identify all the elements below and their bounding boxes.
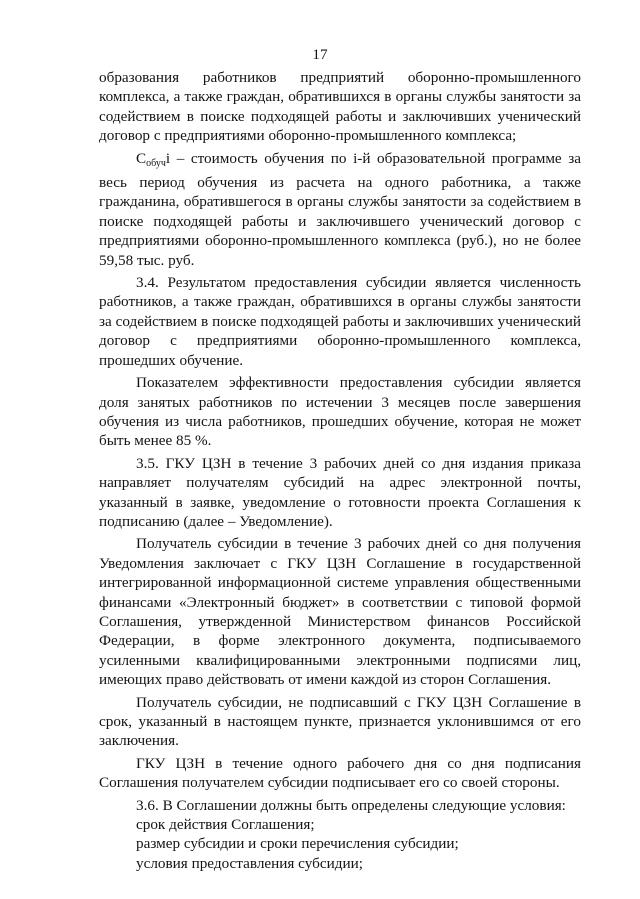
cost-symbol-subscript: обуч	[146, 157, 166, 169]
document-body	[99, 68, 581, 873]
cost-definition-text: – стоимость обучения по i-й образовательной программе за весь период обучения из расчета на одного работника, а также гражданина, обратившегося в органы службы занятости за содействием в поиске подходящей работы и заключившего ученический договор с предприятиями оборонно-промышленного комплекса (руб.), но не более 59,58 тыс. руб.	[99, 149, 581, 269]
paragraph-agreement-conclusion: Получатель субсидии в течение 3 рабочих дней со дня получения Уведомления заключает с ГКУ ЦЗН Соглашение в государственной интегрированной информационной системе управления общественными финансами «Электронный бюджет» в соответствии с типовой формой Соглашения, утвержденной Министерством финансов Российской Федерации, в форме электронного документа, подписываемого усиленными квалифицированными электронными подписями лиц, имеющих право действовать от имени каждой из сторон Соглашения.	[99, 535, 581, 689]
paragraph-education-continuation: образования работников предприятий оборонно-промышленного комплекса, а также граждан, обратившихся в органы службы занятости за содействием в поиске подходящей работы и заключивших ученический договор с предприятиями оборонно-промышленного комплекса;	[99, 69, 581, 145]
paragraph-3-4-result: 3.4. Результатом предоставления субсидии является численность работников, а также граждан, обратившихся в органы службы занятости за содействием в поиске подходящей работы и заключивших ученический договор с предприятиями оборонно-промышленного комплекса, прошедших обучение.	[99, 274, 581, 369]
cost-symbol: С	[136, 149, 147, 167]
paragraph-3-6-conditions: 3.6. В Соглашении должны быть определены следующие условия:	[136, 796, 566, 814]
list-item-conditions: условия предоставления субсидии;	[136, 854, 363, 872]
list-item-size: размер субсидии и сроки перечисления субсидии;	[136, 835, 459, 853]
list-item-term: срок действия Соглашения;	[136, 816, 315, 834]
paragraph-signing: ГКУ ЦЗН в течение одного рабочего дня со дня подписания Соглашения получателем субсидии подписывает его со своей стороны.	[99, 754, 581, 792]
cost-symbol-index: i	[165, 149, 171, 167]
paragraph-3-5-notification: 3.5. ГКУ ЦЗН в течение 3 рабочих дней со дня издания приказа направляет получателям субсидий на адрес электронной почты, указанный в заявке, уведомление о готовности проекта Соглашения к подписанию (далее – Уведомление).	[99, 454, 581, 530]
paragraph-efficiency-indicator: Показателем эффективности предоставления субсидии является доля занятых работников по истечении 3 месяцев после завершения обучения из числа работников, прошедших обучение, которая не может быть менее 85 %.	[99, 374, 581, 450]
page-number: 17	[312, 46, 328, 63]
paragraph-cost-definition	[99, 149, 581, 270]
paragraph-evasion: Получатель субсидии, не подписавший с ГКУ ЦЗН Соглашение в срок, указанный в настоящем пункте, признается уклонившимся от его заключения.	[99, 693, 581, 750]
